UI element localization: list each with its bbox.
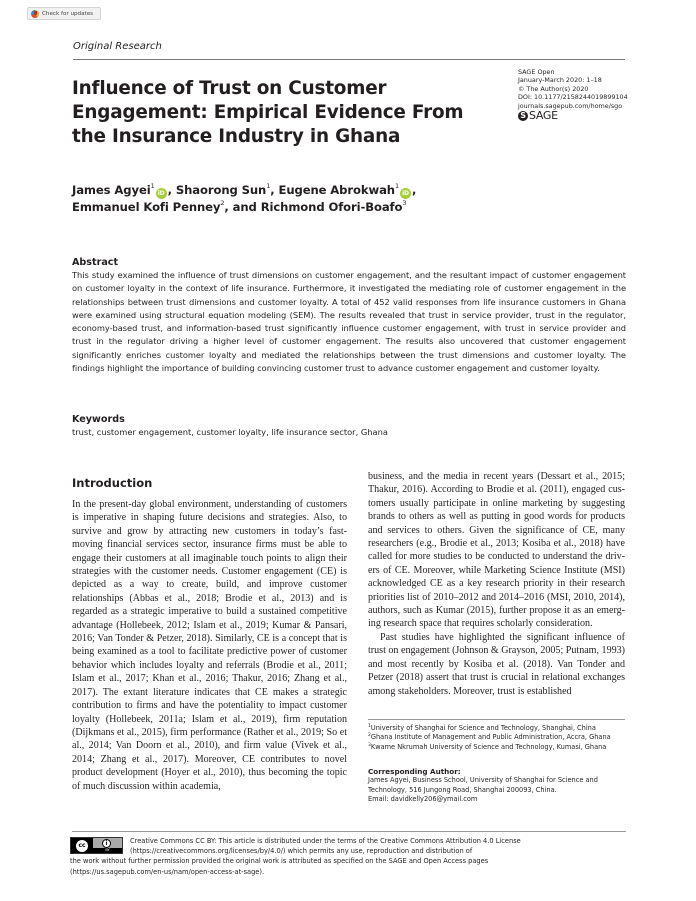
corresponding-author [368, 767, 638, 805]
corresponding-author-email[interactable]: Email: davidkelly206@ymail.com [368, 795, 478, 804]
author-name: James Agyei [72, 183, 151, 197]
license-line: the work without further permission provided the original work is attributed as specified on the SAGE and Open Access pages [70, 857, 489, 866]
affiliations-divider [368, 719, 625, 720]
author-affiliation-mark: 3 [402, 199, 407, 207]
affiliations [368, 724, 638, 752]
sage-logo-text: SAGE [529, 108, 558, 122]
and-word: and [232, 200, 261, 214]
author-name: Emmanuel Kofi Penney [72, 200, 221, 214]
affiliation-number: 1 [368, 724, 371, 729]
separator: , [412, 183, 417, 197]
license-notice [70, 836, 650, 877]
article-title [72, 77, 492, 149]
body-paragraph: In the present-day global environment, understanding of customers is imperative in shaping future decisions and strategies. Also, to survive and grow by attracting new customers in today’s fast-moving financial services sector, insurance firms must be able to engage their customers at all imaginable touch points to align their strategies with the customer needs. Customer engagement (CE) is depicted as a way to create, build, and improve customer relationships (Abbas et al., 2018; Brodie et al., 2013) and is regarded as a strategic imperative to build a sustained competitive advantage (Hollebeek, 2012; Islam et al., 2019; Kumar & Pansari, 2016; Van Tonder & Petzer, 2018). Similarly, CE is a concept that is being examined as a tool to facilitate predictive power of customer behavior which includes loyalty and referrals (Brodie et al., 2011; Islam et al., 2017; Khan et al., 2016; Thakur, 2016; Zhang et al., 2017). The extant literature indicates that CE makes a strategic contribution to firms and have the potentiality to impact customer loyalty (Hollebeek, 2011a; Islam et al., 2019), firm reputation (Dijkmans et al., 2015), firm performance (Rather et al., 2019; So et al., 2014; Van Doorn et al., 2010), and firm value (Vivek et al., 2014; Zhang et al., 2017). Moreover, CE contributes to novel product development (Hoyer et al., 2010), thus becoming the topic of much discussion within academia, [72, 499, 347, 792]
body-paragraph: Past studies have highlighted the significant influence of trust on engagement (Johnson & Grayson, 2005; Putnam, 1993) and most recently by Kosiba et al. (2018). Van Tonder and Petzer (2018) assert that trust is crucial in relational exchanges among stakeholders. Moreover, trust is established [368, 631, 625, 697]
cc-circle: cc [76, 840, 88, 852]
header-divider [73, 59, 625, 60]
title-line: the Insurance Industry in Ghana [72, 126, 401, 147]
by-label: BY [93, 848, 122, 853]
license-link[interactable]: (https://creativecommons.org/licenses/by/4.0/) which permits any use, reproduction and distribution of [130, 847, 473, 856]
abstract-section [72, 257, 626, 375]
article-type: Original Research [73, 41, 162, 52]
title-line: Engagement: Empirical Evidence From [72, 102, 464, 123]
affiliation [368, 733, 638, 742]
doi[interactable]: DOI: 10.1177/2158244019899104 [518, 93, 628, 102]
crossmark-icon [31, 10, 39, 18]
author-affiliation-mark: 1 [394, 182, 400, 190]
corresponding-author-line: James Agyei, Business School, University of Shanghai for Science and [368, 776, 598, 785]
affiliation-text: Ghana Institute of Management and Public Administration, Accra, Ghana [370, 733, 611, 742]
copyright: © The Author(s) 2020 [518, 84, 589, 93]
abstract-label: Abstract [72, 257, 119, 268]
cc-by-badge[interactable] [70, 837, 123, 854]
body-column-right [368, 470, 625, 698]
corresponding-author-label: Corresponding Author: [368, 767, 461, 776]
license-text [70, 836, 650, 877]
affiliation-number: 3 [368, 742, 371, 748]
author-line [72, 199, 542, 215]
author-name: Shaorong Sun [175, 183, 267, 197]
journal-issue: January-March 2020: 1–18 [518, 76, 602, 85]
author-name: Eugene Abrokwah [278, 183, 395, 197]
separator: , [224, 200, 233, 214]
author-name: Richmond Ofori-Boafo [260, 200, 403, 214]
attribution-person-icon: i [102, 839, 111, 848]
separator: , [270, 183, 279, 197]
corresponding-author-line: Technology, 516 Jungong Road, Shanghai 200093, China. [368, 785, 557, 794]
abstract-text: This study examined the influence of trust dimensions on customer engagement, and the resultant impact of customer engagement on customer loyalty in the context of life insurance. Furthermore, it investigated the mediating role of customer engagement in the relationships between trust dimensions and customer loyalty. A total of 452 valid responses from life insurance customers in Ghana were examined using structural equation modeling (SEM). The results revealed that trust in service provider, trust in the regulator, economy-based trust, and information-based trust significantly influence customer engagement, with trust in service provider and trust in the regulator driving a higher level of customer engagement. The results also uncovered that customer engagement significantly enriches customer loyalty and mediated the relationships between the trust dimensions and customer loyalty. The findings highlight the importance of building convincing customer trust to advance customer engagement and customer loyalty. [72, 270, 626, 374]
journal-info [518, 68, 693, 121]
cc-icon [71, 838, 93, 853]
affiliation-text: University of Shanghai for Science and Technology, Shanghai, China [370, 724, 596, 732]
affiliation-text: Kwame Nkrumah University of Science and Technology, Kumasi, Ghana [370, 742, 607, 751]
orcid-icon[interactable]: iD [400, 188, 411, 199]
author-affiliation-mark: 2 [220, 199, 225, 207]
license-line: Creative Commons CC BY: This article is distributed under the terms of the Creative Commons Attribution 4.0 License [130, 837, 521, 845]
check-for-updates-button[interactable] [27, 7, 101, 20]
body-paragraph: business, and the media in recent years (Dessart et al., 2015; Thakur, 2016). According to Brodie et al. (2011), engaged customers usually participate in online marketing by suggesting brands to others as well as putting in good words for products and services to others. Given the significance of CE, many researchers (e.g., Brodie et al., 2013; Kosiba et al., 2018) have called for more studies to be conducted to understand the drivers of CE. Moreover, while Marketing Science Institute (MSI) acknowledged CE as a key research priority in their research priorities list of 2010–2012 and 2014–2016 (MSI, 2010, 2014), authors, such as Kumar (2015), further propose it as an emerging research space that requires scholarly consideration. [368, 471, 625, 630]
author-affiliation-mark: 1 [266, 182, 271, 190]
keywords-text: trust, customer engagement, customer loyalty, life insurance sector, Ghana [72, 427, 388, 437]
affiliation [368, 743, 638, 752]
by-icon [93, 838, 122, 853]
footer-divider [72, 831, 626, 832]
affiliation-number: 2 [368, 733, 371, 739]
sage-mark-icon: S [518, 111, 528, 121]
introduction-heading: Introduction [72, 476, 153, 490]
keywords-label: Keywords [72, 414, 125, 425]
orcid-icon[interactable]: iD [156, 188, 167, 199]
author-list [72, 182, 542, 215]
body-column-left [72, 498, 347, 793]
journal-name: SAGE Open [518, 68, 555, 76]
sage-logo [518, 108, 693, 122]
license-link[interactable]: (https://us.sagepub.com/en-us/nam/open-access-at-sage). [70, 867, 265, 876]
author-affiliation-mark: 1 [150, 182, 155, 190]
separator: , [167, 183, 176, 197]
author-line [72, 182, 542, 199]
affiliation [368, 724, 638, 733]
journal-url[interactable]: journals.sagepub.com/home/sgo [518, 101, 623, 110]
check-for-updates-label: Check for updates [42, 10, 94, 17]
title-line: Influence of Trust on Customer [72, 78, 387, 99]
keywords-section [72, 414, 626, 439]
